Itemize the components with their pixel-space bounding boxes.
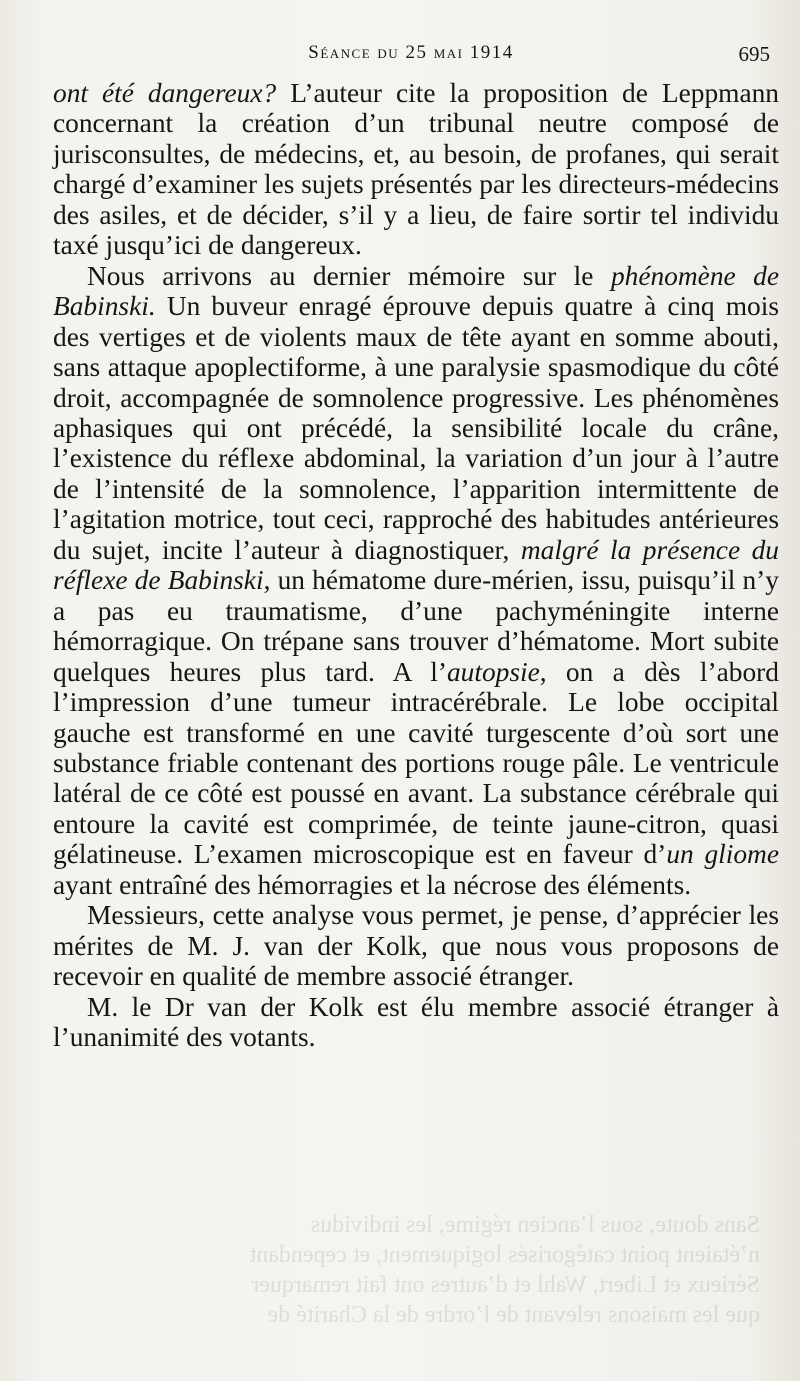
italic-phrase: phénomène de Babinski. — [53, 260, 779, 322]
paragraph-text: Nous arrivons au dernier mémoire sur le — [87, 260, 611, 291]
paragraph-1 — [53, 78, 779, 261]
show-through-line: Sans doute, sous l’ancien régime, les individus — [310, 1212, 760, 1238]
paragraph-text: L’auteur cite la proposition de Leppmann concernant la création d’un tribunal neutre composé de jurisconsultes, de médecins, et, au besoin, de profanes, qui serait chargé d’examiner les sujets présentés par les directeurs-médecins des asiles, et de décider, s’il y a lieu, de faire sortir tel individu taxé jusqu’ici de dangereux. — [53, 78, 779, 261]
show-through-text — [60, 1210, 760, 1370]
running-title: Séance du 25 mai 1914 — [308, 42, 514, 63]
paragraph-text: , on a dès l’abord l’impression d’une tumeur intracérébrale. Le lobe occipital gauche est transformé en une cavité turgescente d’où sort une substance friable contenant des portions rouge pâle. Le ventricule latéral de ce côté est poussé en avant. La substance cérébrale qui entoure la cavité est comprimée, de teinte jaune-citron, quasi gélatineuse. L’examen microscopique est en faveur d’ — [53, 656, 779, 870]
paragraph-4: M. le Dr van der Kolk est élu membre associé étranger à l’unanimité des votants. — [53, 991, 779, 1053]
page-header — [52, 40, 770, 70]
paragraph-text: Un buveur enragé éprouve depuis quatre à cinq mois des vertiges et de violents maux de tête ayant en somme abouti, sans attaque apoplectiforme, à une paralysie spasmodique du côté droit, accompagnée de somnolence progressive. Les phénomènes aphasiques qui ont précédé, la sensibilité locale du crâne, l’existence du réflexe abdominal, la variation d’un jour à l’autre de l’intensité de la somnolence, l’apparition intermittente de l’agitation motrice, tout ceci, rapproché des habitudes antérieures du sujet, incite l’auteur à diagnostiquer, — [53, 291, 779, 565]
show-through-line: Sérieux et Libert, Wahl et d’autres ont fait remarquer — [251, 1272, 760, 1298]
paragraph-text: ayant entraîné des hémorragies et la nécrose des éléments. — [53, 869, 692, 900]
page-number: 695 — [738, 42, 770, 66]
paragraph-2 — [53, 261, 779, 901]
body-text — [53, 78, 779, 1053]
show-through-line: que les maisons relevant de l’ordre de la Charité de — [267, 1302, 760, 1328]
paragraph-text: , un hématome dure-mérien, issu, puisqu’il n’y a pas eu traumatisme, d’une pachyméningite interne hémorragique. On trépane sans trouver d’hématome. Mort subite quelques heures plus tard. A l’ — [53, 565, 780, 687]
italic-phrase: ont été dangereux? — [53, 78, 277, 108]
paragraph-3: Messieurs, cette analyse vous permet, je pense, d’apprécier les mérites de M. J. van der Kolk, que nous vous proposons de recevoir en qualité de membre associé étranger. — [53, 900, 779, 992]
italic-phrase: malgré la présence du réflexe de Babinski — [53, 534, 779, 596]
italic-phrase: un gliome — [666, 839, 779, 870]
show-through-line: n’étaient point catégorisés logiquement, et cependant — [249, 1242, 760, 1268]
italic-phrase: autopsie — [446, 656, 540, 687]
